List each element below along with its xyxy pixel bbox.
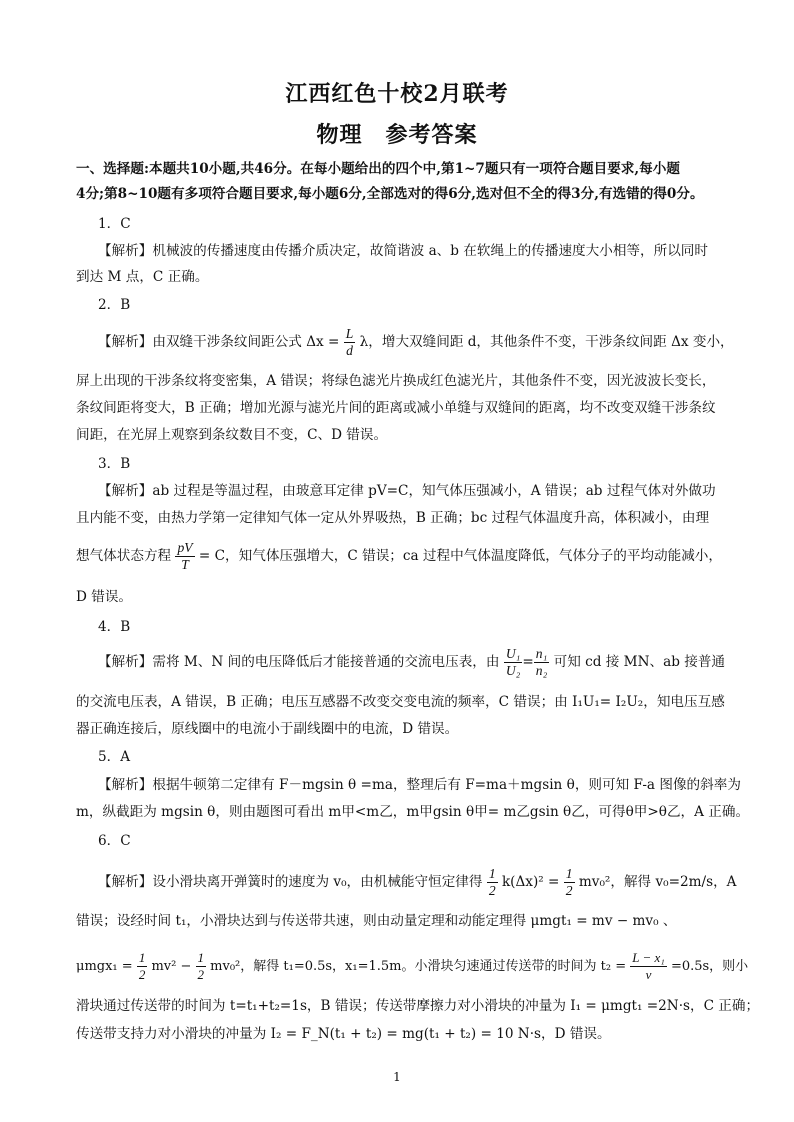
section-instructions-line2: 4分;第8~10题有多项符合题目要求,每小题6分,全部选对的得6分,选对但不全的得3分,有选错的得0分。 [76, 186, 704, 202]
q3-text-a: 想气体状态方程 [76, 548, 172, 564]
q6-frac-t2-num: L − x₁ [632, 950, 665, 965]
q3-analysis-line4: D 错误。 [76, 589, 133, 605]
q2-analysis-line4: 间距，在光屏上观察到条纹数目不变，C、D 错误。 [76, 427, 388, 443]
q3-fraction [175, 540, 194, 573]
q6-frac-t2-den: v [645, 967, 652, 982]
q4-frac-u-num: U₁ [505, 646, 521, 661]
q6-half-3 [137, 950, 148, 983]
q4-text-b: 可知 cd 接 MN、ab 接普通 [553, 654, 725, 670]
q4-text-a: 【解析】需将 M、N 间的电压降低后才能接普通的交流电压表，由 [98, 654, 500, 670]
q6-text-c: mv₀²，解得 v₀=2m/s，A [578, 874, 737, 890]
q6-half-2-num: 1 [565, 866, 573, 881]
section-instructions-line1: 一、选择题:本题共10小题,共46分。在每小题给出的四个中,第1~7题只有一项符合题目要求,每小题 [76, 161, 680, 177]
q2-answer: 2．B [98, 297, 131, 313]
q1-analysis-line2: 到达 M 点，C 正确。 [76, 269, 209, 285]
q5-analysis-line2: m，纵截距为 mgsin θ，则由题图可看出 m甲<m乙，m甲gsin θ甲= m乙gsin θ乙，可得θ甲>θ乙，A 正确。 [76, 804, 750, 820]
q1-analysis-line1: 【解析】机械波的传播速度由传播介质决定，故简谐波 a、b 在软绳上的传播速度大小相等，所以同时 [98, 243, 708, 259]
q2-analysis-line1 [98, 326, 748, 359]
q1-answer: 1．C [98, 216, 131, 232]
q3-analysis-line2: 且内能不变，由热力学第一定律知气体一定从外界吸热，B 正确；bc 过程气体温度升高，体积减小，由理 [76, 510, 710, 526]
q6-half-1-num: 1 [488, 866, 496, 881]
q6-analysis-line3 [76, 950, 749, 983]
q2-analysis-line3: 条纹间距将变大，B 正确；增加光源与滤光片间的距离或减小单缝与双缝间的距离，均不改变双缝干涉条纹 [76, 400, 716, 416]
q4-frac-u-den: U₂ [505, 663, 521, 678]
q6-text-b: k(Δx)² = [501, 874, 560, 890]
q4-frac-n-den: n₂ [535, 663, 548, 678]
q6-text-a: 【解析】设小滑块离开弹簧时的速度为 v₀，由机械能守恒定律得 [98, 874, 483, 890]
q6-half-4-num: 1 [197, 950, 205, 965]
page-title: 江西红色十校2月联考 [285, 81, 509, 107]
q3-frac-den: T [181, 557, 189, 572]
q6-half-1-den: 2 [488, 883, 496, 898]
q2-text-a: 【解析】由双缝干涉条纹间距公式 Δx = [98, 334, 340, 350]
q2-text-b: λ，增大双缝间距 d，其他条件不变，干涉条纹间距 Δx 变小， [359, 334, 734, 350]
q6-analysis-line2: 错误；设经时间 t₁，小滑块达到与传送带共速，则由动量定理和动能定理得 μmgt₁ = mv − mv₀ 、 [76, 913, 677, 929]
q6-fraction-t2 [630, 950, 667, 983]
q6-half-3-num: 1 [138, 950, 146, 965]
q6-text-3d: =0.5s，则小 [670, 959, 749, 974]
q6-half-4-den: 2 [197, 967, 205, 982]
page-number: 1 [393, 1070, 401, 1084]
q5-analysis-line1: 【解析】根据牛顿第二定律有 F－mgsin θ =ma，整理后有 F=ma＋mgsin θ，则可知 F-a 图像的斜率为 [98, 777, 741, 793]
q6-half-4 [196, 950, 207, 983]
page-subtitle: 物理 参考答案 [316, 122, 478, 148]
q6-text-3b: mv² − [151, 959, 192, 974]
q5-answer: 5．A [98, 749, 131, 765]
q2-frac-den: d [346, 343, 353, 358]
q3-text-b: = C，知气体压强增大，C 错误；ca 过程中气体温度降低，气体分子的平均动能减小， [198, 548, 722, 564]
q6-half-2-den: 2 [565, 883, 573, 898]
q6-analysis-line1 [98, 866, 748, 899]
q6-half-1 [487, 866, 498, 899]
q4-answer: 4．B [98, 619, 131, 635]
q6-analysis-line4: 滑块通过传送带的时间为 t=t₁+t₂=1s，B 错误；传送带摩擦力对小滑块的冲量为 I₁ = μmgt₁ =2N·s，C 正确； [76, 998, 760, 1014]
q4-analysis-line2: 的交流电压表，A 错误，B 正确；电压互感器不改变交变电流的频率，C 错误；由 I₁U₁= I₂U₂，知电压互感 [76, 694, 725, 710]
q4-analysis-line1: 【解析】需将 M、N 间的电压降低后才能接普通的交流电压表，由 $\frac{\text{U₁}}{\text{U₂}}$ = $\frac{\text{n₁}}{\text{n₂}}$ 可知 cd 接 MN、ab 接普通 [98, 646, 725, 678]
q4-fraction-n [534, 646, 550, 679]
q4-frac-n-num: n₁ [535, 646, 548, 661]
q3-frac-num: pV [177, 540, 193, 555]
q6-answer: 6．C [98, 833, 131, 849]
q6-analysis-line5: 传送带支持力对小滑块的冲量为 I₂ = F_N(t₁ + t₂) = mg(t₁ + t₂) = 10 N·s，D 错误。 [76, 1026, 611, 1042]
q4-analysis-line3: 器正确连接后，原线圈中的电流小于副线圈中的电流，D 错误。 [76, 721, 459, 737]
q6-half-3-den: 2 [138, 967, 146, 982]
q2-fraction [344, 326, 356, 359]
q2-frac-num: L [345, 326, 354, 341]
q3-answer: 3．B [98, 456, 131, 472]
q6-half-2 [564, 866, 575, 899]
q4-fraction-u [504, 646, 523, 679]
q3-analysis-line3 [76, 540, 726, 573]
q6-text-3c: mv₀²，解得 t₁=0.5s，x₁=1.5m。小滑块匀速通过传送带的时间为 t₂ = [210, 959, 627, 974]
q3-analysis-line1: 【解析】ab 过程是等温过程，由玻意耳定律 pV=C，知气体压强减小，A 错误；ab 过程气体对外做功 [98, 483, 716, 499]
q2-analysis-line2: 屏上出现的干涉条纹将变密集，A 错误；将绿色滤光片换成红色滤光片，其他条件不变，因光波波长变长， [76, 373, 716, 389]
q6-text-3a: μmgx₁ = [76, 959, 133, 974]
